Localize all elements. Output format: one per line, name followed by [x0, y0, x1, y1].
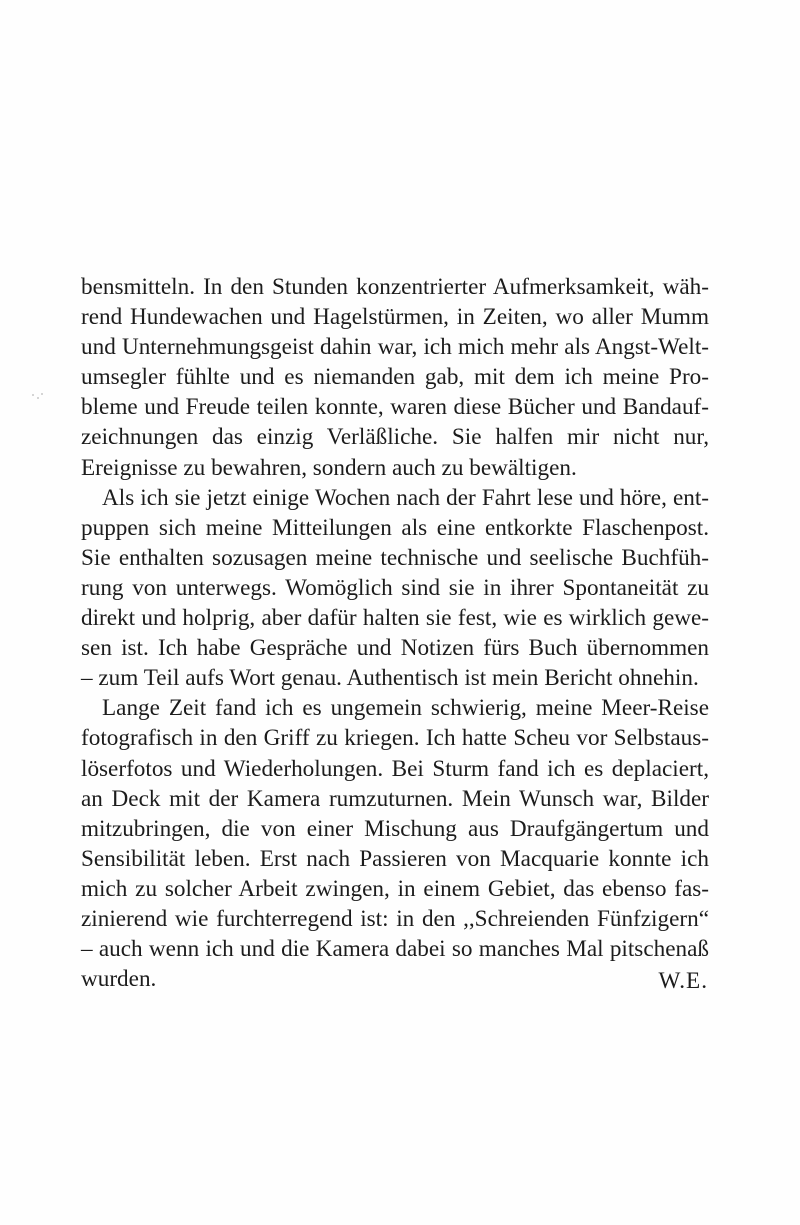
text-line: mitzubringen, die von einer Mischung aus Draufgängertum und [81, 815, 709, 842]
text-line: sen ist. Ich habe Gespräche und Notizen fürs Buch übernommen [81, 635, 709, 662]
text-line: Lange Zeit fand ich es ungemein schwierig, meine Meer-Reise [102, 695, 709, 722]
text-line: Ereignisse zu bewahren, sondern auch zu bewältigen. [81, 454, 577, 481]
text-line: – auch wenn ich und die Kamera dabei so manches Mal pitschenaß [81, 936, 709, 963]
author-signature: W.E. [658, 968, 708, 994]
text-line: puppen sich meine Mitteilungen als eine entkorkte Flaschenpost. [81, 514, 709, 541]
text-line: an Deck mit der Kamera rumzuturnen. Mein Wunsch war, Bilder [81, 785, 709, 812]
text-line: zinierend wie furchterregend ist: in den ,,Schreienden Fünfzigern“ [81, 905, 709, 932]
paragraph-2 [81, 483, 709, 694]
paragraph-1 [81, 272, 709, 483]
text-line: Sensibilität leben. Erst nach Passieren von Macquarie konnte ich [81, 845, 709, 872]
text-line: und Unternehmungsgeist dahin war, ich mich mehr als Angst-Welt- [81, 334, 709, 361]
text-line: mich zu solcher Arbeit zwingen, in einem Gebiet, das ebenso fas- [81, 875, 709, 902]
text-line: bensmitteln. In den Stunden konzentrierter Aufmerksamkeit, wäh- [81, 274, 709, 300]
text-line: umsegler fühlte und es niemanden gab, mit dem ich meine Pro- [81, 364, 709, 391]
text-line: rung von unterwegs. Womöglich sind sie in ihrer Spontaneität zu [81, 574, 709, 601]
paragraph-3 [81, 693, 709, 994]
paper-speck-mark [30, 393, 44, 401]
text-line: Sie enthalten sozusagen meine technische und seelische Buchfüh- [81, 544, 709, 571]
text-line: bleme und Freude teilen konnte, waren diese Bücher und Bandauf- [81, 394, 709, 421]
text-line: fotografisch in den Griff zu kriegen. Ich hatte Scheu vor Selbstaus- [81, 725, 709, 752]
body-text [81, 272, 709, 994]
text-line: zeichnungen das einzig Verläßliche. Sie halfen mir nicht nur, [81, 424, 709, 451]
text-line: löserfotos und Wiederholungen. Bei Sturm fand ich es deplaciert, [81, 755, 709, 782]
text-line: – zum Teil aufs Wort genau. Authentisch ist mein Bericht ohnehin. [81, 665, 699, 692]
text-line: Als ich sie jetzt einige Wochen nach der Fahrt lese und höre, ent- [102, 484, 709, 511]
text-line: direkt und holprig, aber dafür halten sie fest, wie es wirklich gewe- [81, 605, 709, 632]
text-line: wurden. [81, 966, 157, 993]
text-line: rend Hundewachen und Hagelstürmen, in Zeiten, wo aller Mumm [81, 304, 709, 331]
